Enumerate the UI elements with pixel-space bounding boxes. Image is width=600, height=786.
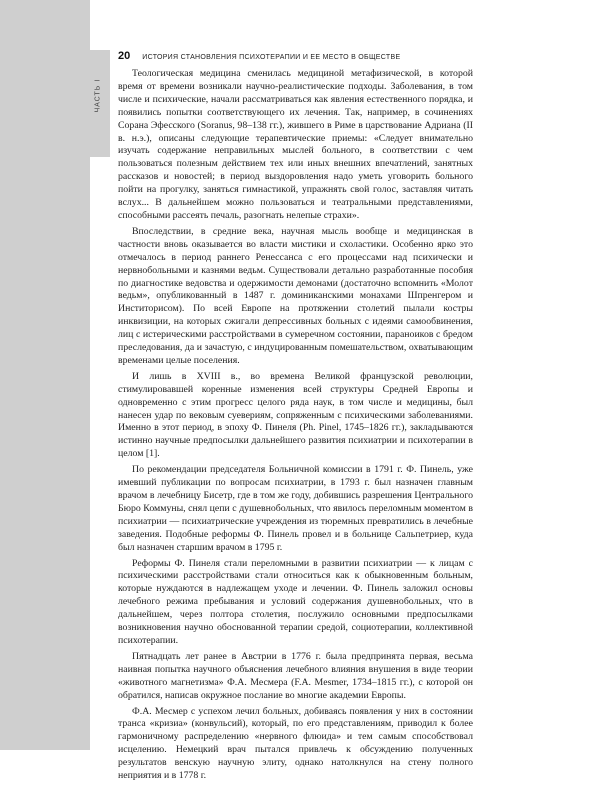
paragraph: И лишь в XVIII в., во времена Великой французской революции, стимулировавшей коренные изменения всей структуры Средней Европы и одновременно с этим прогресс целого ряда наук, в том числе и медицины, был нанесен удар по вековым суевериям, сопряженным с психическими заболеваниями. Именно в этот период, в эпоху Ф. Пинеля (Ph. Pinel, 1745–1826 гг.), закладываются истинно научные предпосылки дальнейшего развития психиатрии и психотерапии в целом [1]. [118,370,473,460]
body-text [118,68,473,786]
part-label [95,99,102,113]
part-sidebar [0,0,90,750]
paragraph: Ф.А. Месмер с успехом лечил больных, добиваясь появления у них в состоянии транса «кризиа» (конвульсий), который, по его представлениям, приводил к более гармоничному распределению «нервного флюида» и тем самым способствовал исцелению. Немецкий врач пытался привлечь к обсуждению полученных результатов венскую научную элиту, однако натолкнулся на стену полного неприятия и в 1778 г. [118,705,473,782]
page-number: 20 [118,50,131,62]
page-header [118,50,400,62]
paragraph: Впоследствии, в средние века, научная мысль вообще и медицинская в частности вновь оказывается во власти мистики и схоластики. Особенно ярко это отмечалось в период раннего Ренессанса с его процессами над психически и нервнобольными и казнями ведьм. Существовали детально разработанные пособия по диагностике ведовства и одержимости демонами (достаточно вспомнить «Молот ведьм», опубликованный в 1487 г. доминиканскими монахами Шпренгером и Инститорисом). По всей Европе на протяжении столетий пылали костры инквизиции, на которых сжигали депрессивных больных с идеями самообвинения, лиц с истерическими расстройствами в сумеречном состоянии, параноиков с бредом преследования, да и зачастую, с индуцированным помешательством, охватывающим временами целые поселения. [118,225,473,366]
paragraph: Теологическая медицина сменилась медициной метафизической, в которой время от времени возникали научно-реалистические подходы. Заболевания, в том числе и психические, начали рассматриваться как явления естественного порядка, и появились попытки соответствующего их лечения. Так, например, в сочинениях Сорана Эфесского (Soranus, 98–138 гг.), жившего в Риме в царствование Адриана (II в. н.э.), описаны следующие терапевтические приемы: «Следует внимательно изучать содержание неправильных мыслей больного, в соответствии с чем пользоваться полезным действием тех или иных внешних впечатлений, занятных рассказов и новостей; в период выздоровления надо уметь уговорить больного пойти на прогулку, заняться гимнастикой, упражнять свой голос, заставляя читать вслух... В дальнейшем можно пользоваться и театральными представлениями, способными рассеять печаль, разогнать нелепые страхи». [118,68,473,221]
paragraph: По рекомендации председателя Больничной комиссии в 1791 г. Ф. Пинель, уже имевший публикации по вопросам психиатрии, в 1793 г. был назначен главным врачом в лечебницу Бисетр, где в том же году, добившись разрешения Центрального Бюро Коммуны, снял цепи с душевнобольных, что явилось переломным моментом в психиатрии — психиатрические учреждения из тюремных превратились в лечебные заведения. Подобные реформы Ф. Пинель провел и в больнице Сальпетриер, куда был назначен старшим врачом в 1795 г. [118,464,473,553]
paragraph: Пятнадцать лет ранее в Австрии в 1776 г. была предпринята первая, весьма наивная попытка научного объяснения лечебного влияния внушения в виде теории «животного магнетизма» Ф.А. Месмера (F.A. Mesmer, 1734–1815 гг.), с которой он обратился, написав окружное послание во многие академии Европы. [118,650,473,701]
paragraph: Реформы Ф. Пинеля стали переломными в развитии психиатрии — к лицам с психическими расстройствами стали относиться как к обыкновенным больным, которые нуждаются в надлежащем уходе и лечении. Ф. Пинель заложил основы лечебного режима пребывания и условий содержания душевнобольных, что в дальнейшем, через полтора столетия, послужило основными предпосылками возникновения научно обоснованной терапии средой, социотерапии, коллективной психотерапии. [118,557,473,646]
running-head: ИСТОРИЯ СТАНОВЛЕНИЯ ПСИХОТЕРАПИИ И ЕЕ МЕСТО В ОБЩЕСТВЕ [142,54,401,61]
